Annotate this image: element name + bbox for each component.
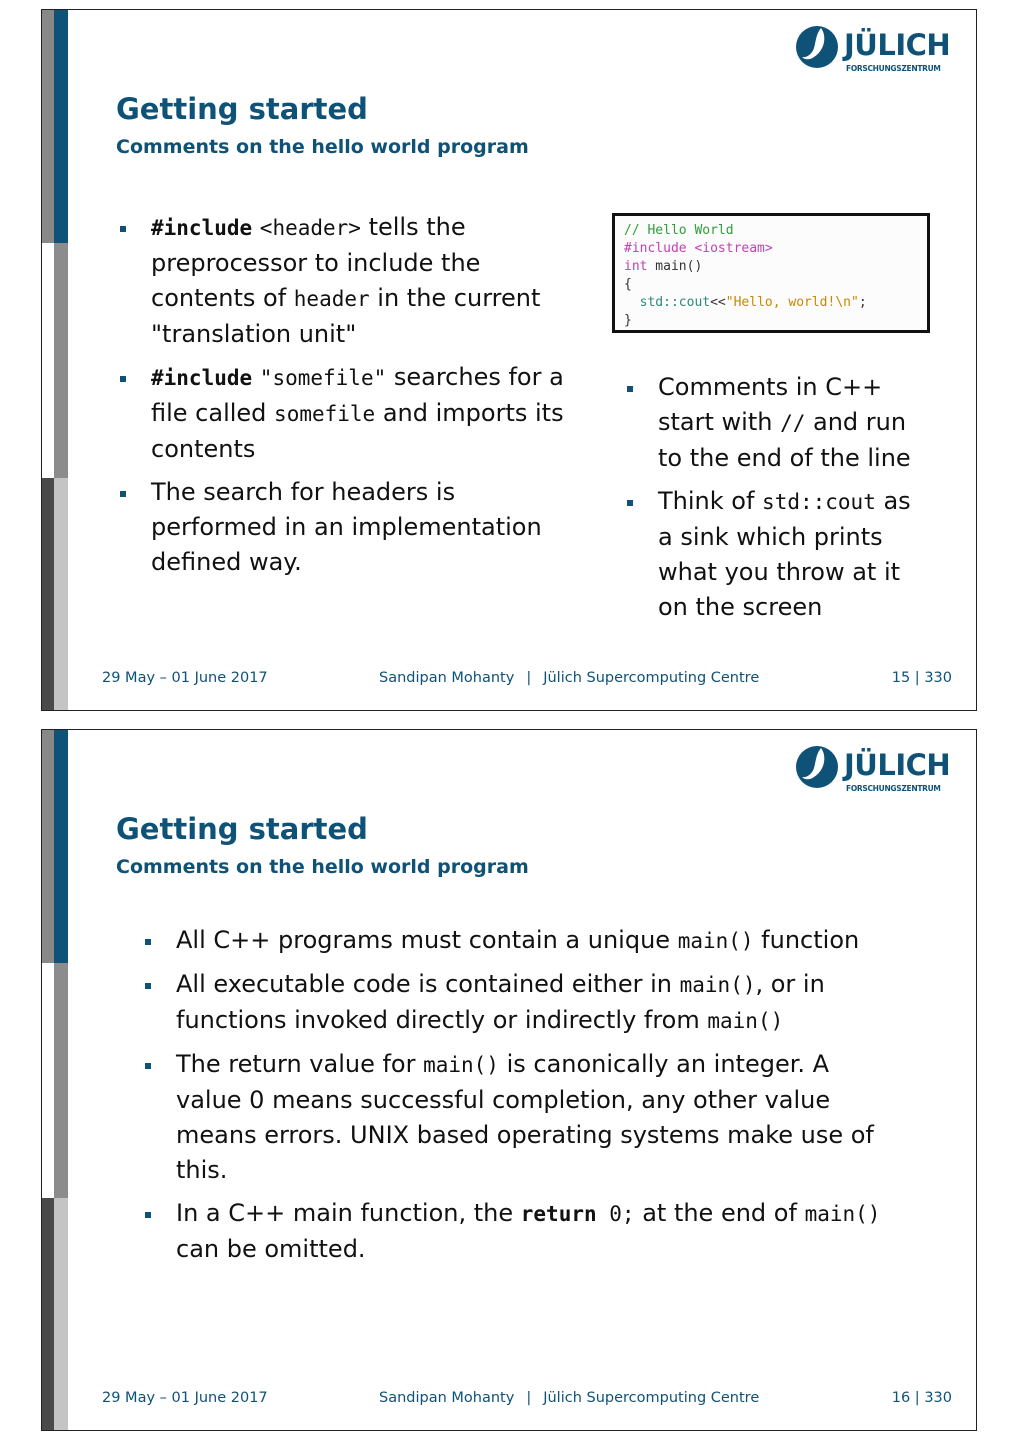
list-item: In a C++ main function, the return 0; at the end of main() can be omitted. xyxy=(142,1196,902,1267)
slide-title: Getting started xyxy=(116,812,368,846)
list-item: #include "somefile" searches for a file called somefile and imports its contents xyxy=(117,360,587,467)
footer-center: Sandipan Mohanty | Jülich Supercomputing Centre xyxy=(379,1390,760,1406)
slide-15 xyxy=(41,9,977,711)
list-item: The search for headers is performed in an implementation defined way. xyxy=(117,475,587,580)
list-item: All executable code is contained either in main(), or in functions invoked directly or indirectly from main() xyxy=(142,967,902,1039)
right-bullet-list xyxy=(624,370,924,633)
footer-center: Sandipan Mohanty | Jülich Supercomputing Centre xyxy=(379,670,760,686)
julich-logo xyxy=(794,24,954,76)
page-number: 15 | 330 xyxy=(891,670,952,686)
slide-16 xyxy=(41,729,977,1431)
footer-author: Sandipan Mohanty xyxy=(379,670,515,686)
slide-side-bar xyxy=(42,730,68,1430)
footer-date: 29 May – 01 June 2017 xyxy=(102,670,268,686)
code-listing: // Hello World #include <iostream> int main() { std::cout<<"Hello, world!\n"; } xyxy=(612,213,930,333)
list-item: Think of std::cout as a sink which prints what you throw at it on the screen xyxy=(624,484,924,625)
logo-wordmark: JÜLICH xyxy=(844,748,951,782)
julich-logo-mark-icon xyxy=(794,24,840,70)
left-bullet-list xyxy=(117,210,587,588)
list-item: #include <header> tells the preprocessor to include the contents of header in the current "translation unit" xyxy=(117,210,587,352)
julich-logo xyxy=(794,744,954,796)
logo-subtitle: FORSCHUNGSZENTRUM xyxy=(846,64,941,73)
logo-wordmark: JÜLICH xyxy=(844,28,951,62)
footer-date: 29 May – 01 June 2017 xyxy=(102,1390,268,1406)
bullet-list xyxy=(142,923,902,1275)
list-item: All C++ programs must contain a unique main() function xyxy=(142,923,902,959)
logo-subtitle: FORSCHUNGSZENTRUM xyxy=(846,784,941,793)
julich-logo-mark-icon xyxy=(794,744,840,790)
footer-institution: Jülich Supercomputing Centre xyxy=(543,1390,760,1406)
slide-subtitle: Comments on the hello world program xyxy=(116,136,529,158)
page-number: 16 | 330 xyxy=(891,1390,952,1406)
footer-institution: Jülich Supercomputing Centre xyxy=(543,670,760,686)
list-item: The return value for main() is canonically an integer. A value 0 means successful completion, any other value means errors. UNIX based operating systems make use of this. xyxy=(142,1047,902,1188)
list-item: Comments in C++ start with // and run to the end of the line xyxy=(624,370,924,476)
slide-title: Getting started xyxy=(116,92,368,126)
slide-subtitle: Comments on the hello world program xyxy=(116,856,529,878)
footer-author: Sandipan Mohanty xyxy=(379,1390,515,1406)
slide-side-bar xyxy=(42,10,68,710)
